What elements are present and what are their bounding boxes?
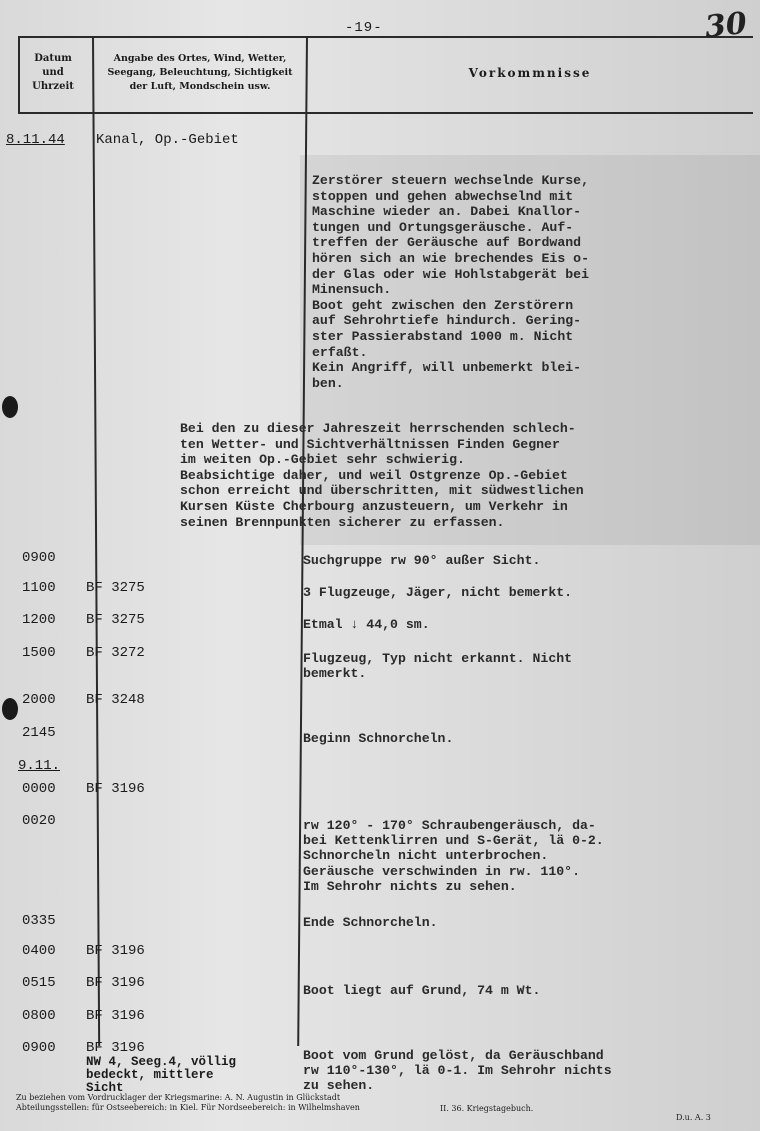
header-events: Vorkommnisse xyxy=(468,66,592,80)
row-position: BF 3272 xyxy=(86,645,145,661)
top-rule xyxy=(18,36,753,38)
row-position: BF 3275 xyxy=(86,612,145,628)
row-position: BF 3196 xyxy=(86,1008,145,1024)
punch-hole xyxy=(2,698,18,720)
row-position: BF 3196 xyxy=(86,943,145,959)
row-text: Boot vom Grund gelöst, da Geräuschband rw 110°-130°, lä 0-1. Im Sehrohr nichts zu sehen. xyxy=(303,1048,612,1094)
row-time: 1500 xyxy=(22,645,56,661)
row-text: Beginn Schnorcheln. xyxy=(303,731,454,746)
row-position: BF 3196 xyxy=(86,975,145,991)
row-position: BF 3275 xyxy=(86,580,145,596)
row-time: 0020 xyxy=(22,813,56,829)
event-text-destroyers: Zerstörer steuern wechselnde Kurse, stoppen und gehen abwechselnd mit Maschine wieder an. Dabei Knallor- tungen und Ortungsgeräusche. Auf- treffen der Geräusche auf Bordwand hören sich an wie brechendes Eis o- der Glas oder wie Hohlstabgerät bei Minensuch. Boot geht zwischen den Zerstörern auf Sehrohrtiefe hindurch. Gering- ster Passierabstand 1000 m. Nicht erfaßt. Kein Angriff, will unbemerkt blei- ben. xyxy=(312,173,589,391)
row-time: 2145 xyxy=(22,725,56,741)
row-text: rw 120° - 170° Schraubengeräusch, da- bei Kettenklirren und S-Gerät, lä 0-2. Schnorcheln nicht unterbrochen. Geräusche verschwinden in rw. 110°. Im Sehrohr nichts zu sehen. xyxy=(303,818,604,894)
row-time: 0400 xyxy=(22,943,56,959)
row-position: BF 3196 xyxy=(86,1040,145,1056)
row-time: 0900 xyxy=(22,1040,56,1056)
row-time: 1100 xyxy=(22,580,56,596)
row-position: BF 3196 xyxy=(86,781,145,797)
footer-printer-note: Zu beziehen vom Vordrucklager der Kriegsmarine: A. N. Augustin in Glückstadt Abteilungsstellen: für Ostseebereich: in Kiel. Für Nordseebereich: in Wilhelmshaven xyxy=(16,1093,360,1112)
column-divider-1 xyxy=(92,36,100,1046)
weather-note: NW 4, Seeg.4, völlig bedeckt, mittlere Sicht xyxy=(86,1055,237,1095)
header-bottom-rule xyxy=(18,112,753,114)
entry-date: 8.11.44 xyxy=(6,132,65,148)
page-number: -19- xyxy=(345,20,383,36)
row-time: 0900 xyxy=(22,550,56,566)
entry-place: Kanal, Op.-Gebiet xyxy=(96,132,239,148)
row-time: 0800 xyxy=(22,1008,56,1024)
row-text: Etmal ↓ 44,0 sm. xyxy=(303,617,430,632)
row-time: 0000 xyxy=(22,781,56,797)
event-text-intent: Bei den zu dieser Jahreszeit herrschenden schlech- ten Wetter- und Sichtverhältnissen Finden Gegner im weiten Op.-Gebiet sehr schwierig. Beabsichtige daher, und weil Ostgrenze Op.-Gebiet schon erreicht und überschritten, mit südwestlichen Kursen Küste Cherbourg anzusteuern, um Verkehr in seinen Brennpunkten sicherer zu erfassen. xyxy=(180,421,584,530)
row-text: Ende Schnorcheln. xyxy=(303,915,438,930)
footer-code: D.u. A. 3 xyxy=(676,1113,711,1122)
header-location-weather: Angabe des Ortes, Wind, Wetter, Seegang, Beleuchtung, Sichtigkeit der Luft, Mondschein usw. xyxy=(107,53,293,92)
punch-hole xyxy=(2,396,18,418)
entry-date-mid: 9.11. xyxy=(18,758,61,774)
row-time: 2000 xyxy=(22,692,56,708)
row-text: 3 Flugzeuge, Jäger, nicht bemerkt. xyxy=(303,585,573,600)
row-position: BF 3248 xyxy=(86,692,145,708)
row-text: Suchgruppe rw 90° außer Sicht. xyxy=(303,553,541,568)
row-time: 0335 xyxy=(22,913,56,929)
header-date-time: Datum und Uhrzeit xyxy=(32,53,74,92)
row-text: Flugzeug, Typ nicht erkannt. Nicht bemerkt. xyxy=(303,651,573,682)
row-text: Boot liegt auf Grund, 74 m Wt. xyxy=(303,983,541,998)
row-time: 0515 xyxy=(22,975,56,991)
handwritten-page-stamp: 30 xyxy=(703,5,749,46)
row-time: 1200 xyxy=(22,612,56,628)
footer-form-id: II. 36. Kriegstagebuch. xyxy=(440,1104,534,1113)
